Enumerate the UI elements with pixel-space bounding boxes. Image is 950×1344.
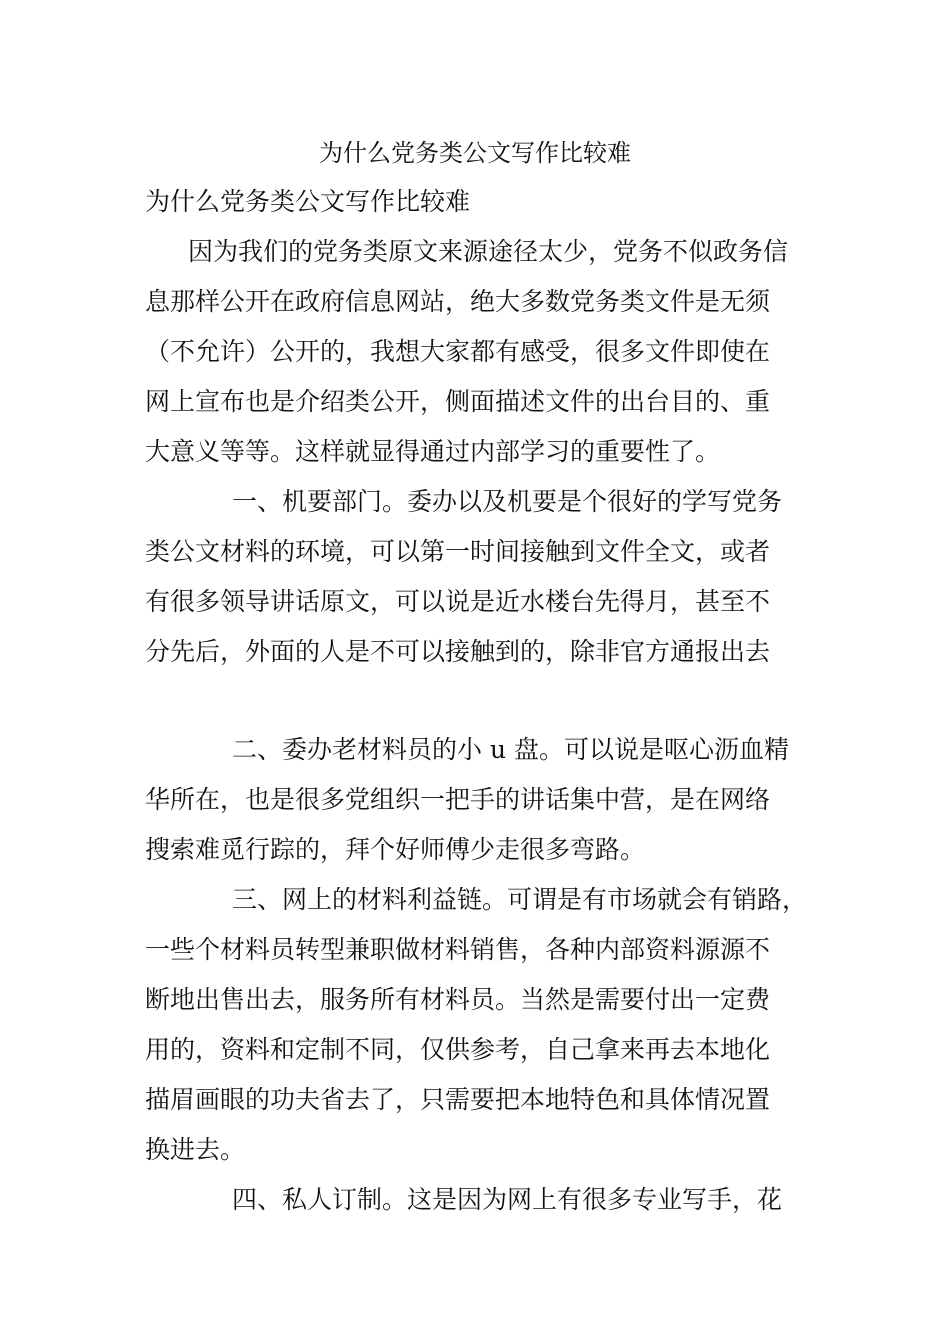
paragraph-line: （不允许）公开的，我想大家都有感受，很多文件即使在: [145, 337, 771, 366]
paragraph-line: 二、委办老材料员的小 u 盘。可以说是呕心沥血精: [232, 735, 789, 764]
paragraph-line: 大意义等等。这样就显得通过内部学习的重要性了。: [145, 437, 721, 466]
paragraph-line: 息那样公开在政府信息网站，绝大多数党务类文件是无须: [145, 287, 771, 316]
paragraph-line: 四、私人订制。这是因为网上有很多专业写手，花: [232, 1185, 783, 1214]
paragraph-line: 描眉画眼的功夫省去了，只需要把本地特色和具体情况置: [145, 1085, 771, 1114]
paragraph-line: 搜索难觅行踪的，拜个好师傅少走很多弯路。: [145, 835, 646, 864]
paragraph-line: 有很多领导讲话原文，可以说是近水楼台先得月，甚至不: [145, 587, 771, 616]
paragraph-line: 网上宣布也是介绍类公开，侧面描述文件的出台目的、重: [145, 387, 771, 416]
paragraph-line: 断地出售出去，服务所有材料员。当然是需要付出一定费: [145, 985, 771, 1014]
paragraph-line: 因为我们的党务类原文来源途径太少，党务不似政务信: [188, 237, 789, 266]
paragraph-line: 分先后，外面的人是不可以接触到的，除非官方通报出去: [145, 637, 771, 666]
paragraph-line: 一些个材料员转型兼职做材料销售，各种内部资料源源不: [145, 935, 771, 964]
paragraph-line: 三、网上的材料利益链。可谓是有市场就会有销路，: [232, 885, 808, 914]
paragraph-line: 华所在，也是很多党组织一把手的讲话集中营，是在网络: [145, 785, 771, 814]
document-title: 为什么党务类公文写作比较难: [319, 139, 631, 167]
document-subtitle: 为什么党务类公文写作比较难: [145, 187, 471, 216]
paragraph-line: 类公文材料的环境，可以第一时间接触到文件全文，或者: [145, 537, 771, 566]
paragraph-line: 换进去。: [145, 1135, 246, 1164]
paragraph-line: 用的，资料和定制不同，仅供参考，自己拿来再去本地化: [145, 1035, 771, 1064]
paragraph-line: 一、机要部门。委办以及机要是个很好的学写党务: [232, 487, 783, 516]
